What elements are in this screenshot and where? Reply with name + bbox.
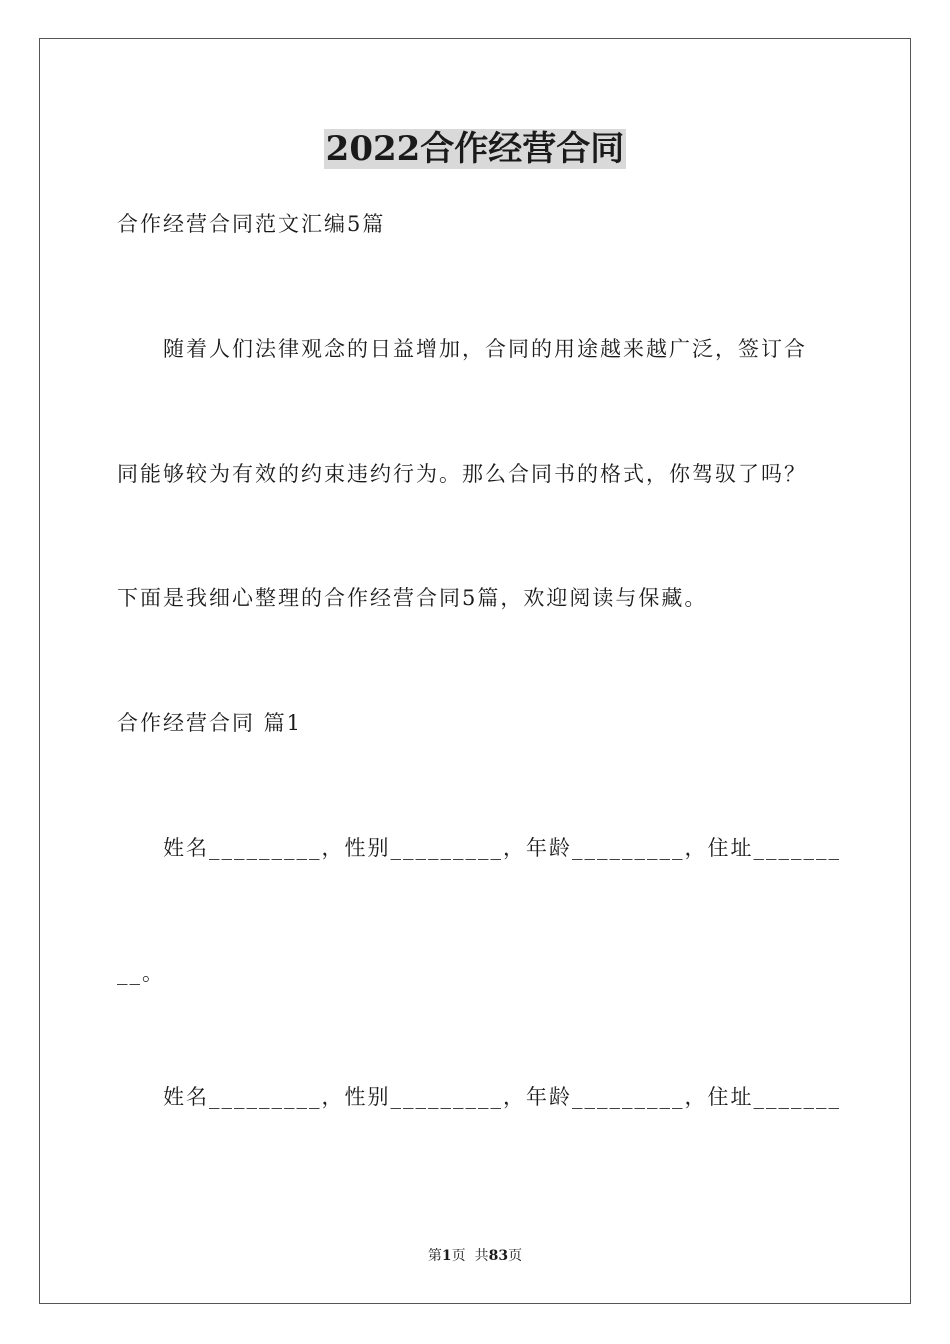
page-footer: [0, 1246, 950, 1266]
intro-paragraph-line-1: 随着人们法律观念的日益增加，合同的用途越来越广泛，签订合: [163, 337, 807, 361]
intro-paragraph-line-3: 下面是我细心整理的合作经营合同5篇，欢迎阅读与保藏。: [117, 586, 708, 610]
intro-paragraph-line-2: 同能够较为有效的约束违约行为。那么合同书的格式，你驾驭了吗？: [117, 462, 807, 486]
document-title-text: 2022合作经营合同: [325, 129, 625, 169]
footer-page-total: 83: [488, 1248, 509, 1264]
footer-page-prefix: 第: [427, 1248, 442, 1264]
footer-page-current: 1: [441, 1248, 452, 1264]
footer-page-suffix: 页: [508, 1248, 523, 1264]
document-title: [0, 127, 950, 171]
document-subtitle: 合作经营合同范文汇编5篇: [117, 212, 386, 236]
form-line-3: 姓名_________，性别_________，年龄_________，住址_______: [163, 1085, 841, 1109]
footer-page-mid: 页 共: [451, 1248, 489, 1264]
section-heading: 合作经营合同 篇1: [117, 711, 303, 735]
form-line-1: 姓名_________，性别_________，年龄_________，住址_______: [163, 836, 841, 860]
form-line-2: __。: [117, 961, 165, 985]
